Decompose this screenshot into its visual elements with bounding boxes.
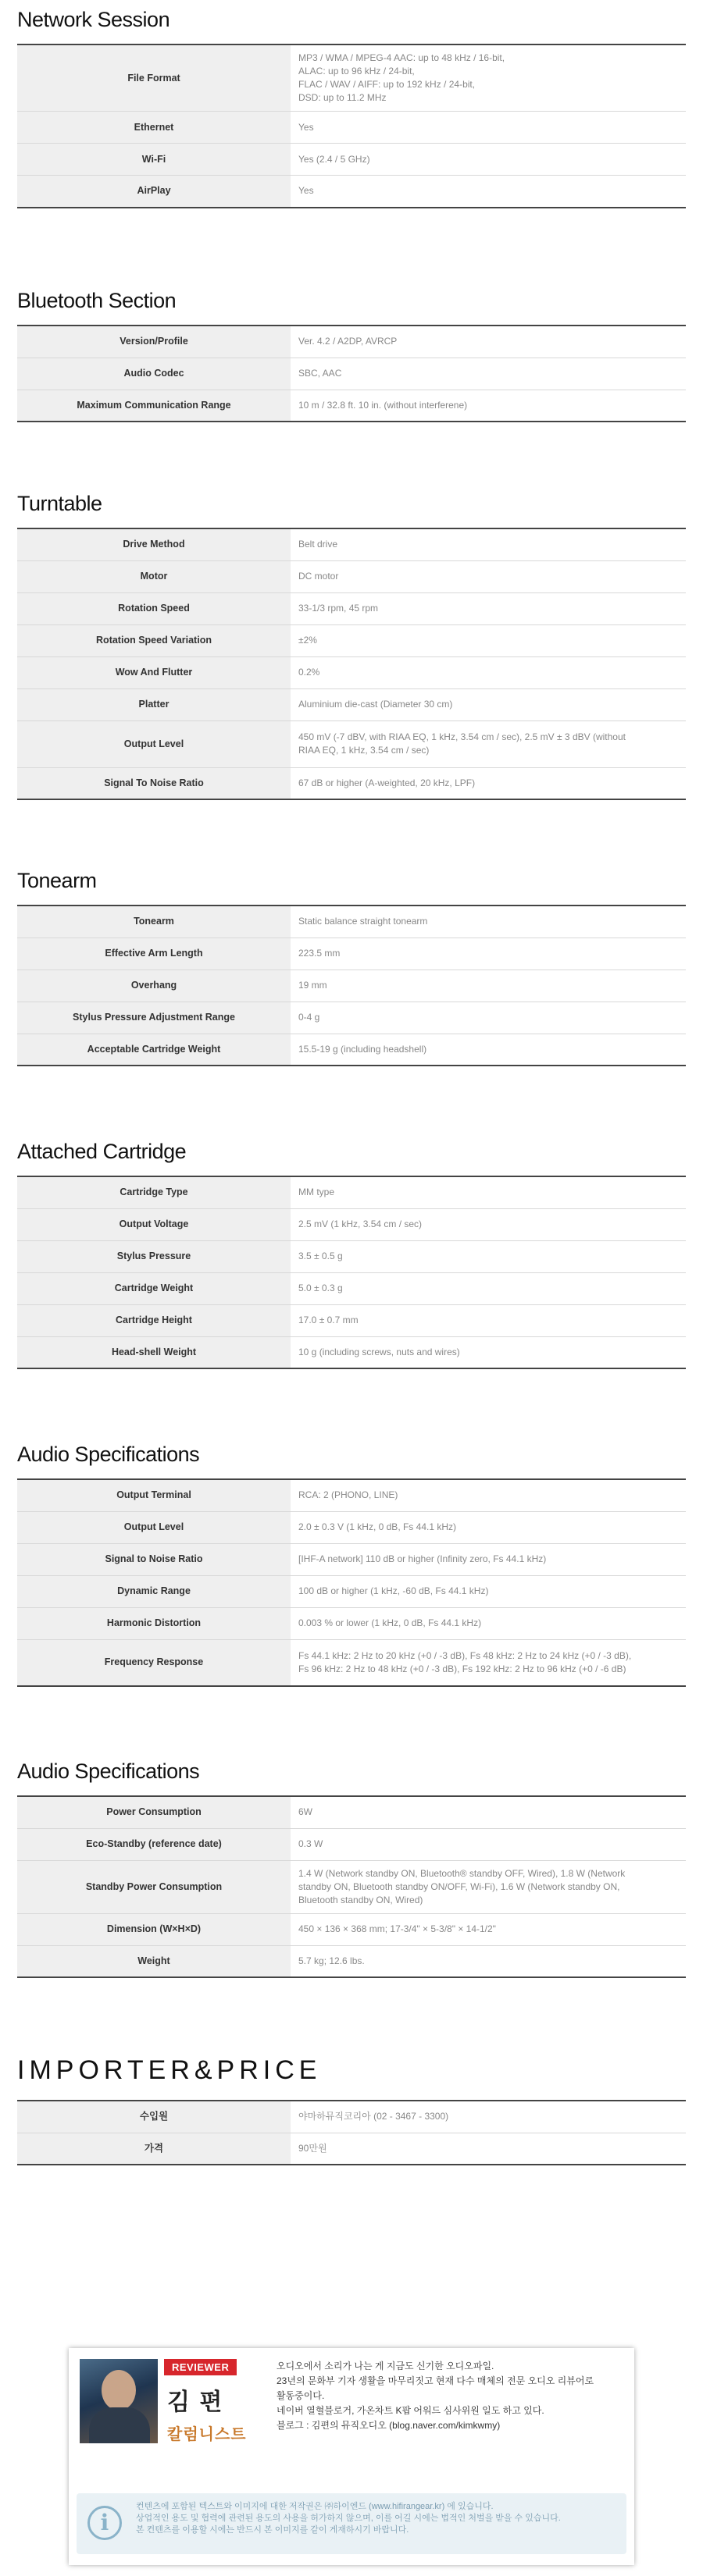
- spec-value-line: 100 dB or higher (1 kHz, -60 dB, Fs 44.1 kHz): [298, 1585, 489, 1596]
- spec-value-line: DSD: up to 11.2 MHz: [298, 92, 387, 103]
- notice-line: 상업적인 용도 및 협력에 관련된 용도의 사용을 허가하지 않으며, 이를 어길 시에는 법적인 처벌을 받을 수 있습니다.: [136, 2514, 561, 2523]
- reviewer-role: 칼럼니스트: [167, 2426, 247, 2443]
- section-title: IMPORTER&PRICE: [17, 2055, 322, 2085]
- spec-value-line: 17.0 ± 0.7 mm: [298, 1315, 359, 1325]
- spec-row: [17, 528, 686, 560]
- spec-value: [291, 1639, 686, 1686]
- spec-key: Signal to Noise Ratio: [17, 1543, 291, 1575]
- spec-key: Acceptable Cartridge Weight: [17, 1034, 291, 1066]
- spec-value-line: standby ON, Bluetooth standby ON/OFF, Wi-Fi), 1.6 W (Network standby ON,: [298, 1880, 620, 1892]
- spec-value-line: Fs 96 kHz: 2 Hz to 48 kHz (+0 / -3 dB), Fs 192 kHz: 2 Hz to 96 kHz (+0 / -6 dB): [298, 1663, 626, 1674]
- spec-section-turntable: [17, 492, 686, 800]
- section-title: Tonearm: [17, 869, 97, 892]
- spec-table: [17, 905, 686, 1066]
- spec-key: Output Terminal: [17, 1479, 291, 1511]
- spec-value: [291, 1479, 686, 1511]
- spec-value-line: 0.2%: [298, 667, 320, 678]
- spec-row: [17, 1945, 686, 1977]
- spec-value: [291, 112, 686, 144]
- spec-table: [17, 1478, 686, 1687]
- bio-line: 오디오에서 소리가 나는 게 지금도 신기한 오디오파일.: [277, 2361, 494, 2371]
- spec-section-importer: [17, 2055, 686, 2165]
- spec-section-tonearm: [17, 869, 686, 1066]
- spec-row: [17, 1034, 686, 1066]
- spec-row: [17, 1479, 686, 1511]
- spec-row: [17, 112, 686, 144]
- spec-value-line: 2.5 mV (1 kHz, 3.54 cm / sec): [298, 1219, 423, 1229]
- spec-value-line: 3.5 ± 0.5 g: [298, 1251, 343, 1261]
- info-icon: i: [87, 2506, 122, 2540]
- spec-key: Effective Arm Length: [17, 938, 291, 970]
- spec-value-line: 450 mV (-7 dBV, with RIAA EQ, 1 kHz, 3.54 cm / sec), 2.5 mV ± 3 dBV (without: [298, 731, 626, 742]
- spec-row: [17, 656, 686, 688]
- spec-value-line: 67 dB or higher (A-weighted, 20 kHz, LPF): [298, 777, 476, 788]
- spec-value-line: Aluminium die-cast (Diameter 30 cm): [298, 699, 453, 710]
- spec-key: Rotation Speed: [17, 592, 291, 624]
- spec-value-line: 15.5-19 g (including headshell): [298, 1043, 427, 1055]
- section-title: Attached Cartridge: [17, 1140, 187, 1163]
- spec-value-line: 90만원: [298, 2142, 327, 2154]
- spec-key: Eco-Standby (reference date): [17, 1828, 291, 1860]
- spec-value: [291, 2133, 686, 2165]
- spec-row: [17, 1860, 686, 1913]
- spec-table: [17, 1795, 686, 1978]
- spec-key: Cartridge Weight: [17, 1272, 291, 1304]
- spec-value: [291, 1945, 686, 1977]
- spec-key: AirPlay: [17, 176, 291, 208]
- spec-row: [17, 1272, 686, 1304]
- reviewer-name: 김 편: [167, 2389, 224, 2415]
- spec-row: [17, 592, 686, 624]
- spec-key: Cartridge Height: [17, 1304, 291, 1336]
- spec-row: [17, 1208, 686, 1240]
- spec-value-line: MP3 / WMA / MPEG-4 AAC: up to 48 kHz / 16-bit,: [298, 52, 505, 63]
- spec-row: [17, 560, 686, 592]
- spec-value-line: 450 × 136 × 368 mm; 17-3/4" × 5-3/8" × 14-1/2": [298, 1923, 496, 1934]
- spec-value: [291, 1860, 686, 1913]
- reviewer-bio: [277, 2359, 620, 2433]
- spec-key: Cartridge Type: [17, 1176, 291, 1208]
- spec-value-line: 야마하뮤직코리아 (02 - 3467 - 3300): [298, 2111, 449, 2122]
- spec-value-line: 6W: [298, 1806, 312, 1818]
- spec-value-line: 33-1/3 rpm, 45 rpm: [298, 603, 379, 614]
- spec-row: [17, 1336, 686, 1368]
- spec-value-line: ALAC: up to 96 kHz / 24-bit,: [298, 66, 415, 76]
- spec-key: Power Consumption: [17, 1796, 291, 1828]
- spec-value-line: 0.003 % or lower (1 kHz, 0 dB, Fs 44.1 kHz): [298, 1617, 482, 1628]
- spec-value-line: 10 g (including screws, nuts and wires): [298, 1346, 460, 1357]
- spec-key: Harmonic Distortion: [17, 1607, 291, 1639]
- spec-value: [291, 390, 686, 422]
- spec-value-line: Fs 44.1 kHz: 2 Hz to 20 kHz (+0 / -3 dB), Fs 48 kHz: 2 Hz to 24 kHz (+0 / -3 dB),: [298, 1649, 632, 1661]
- spec-value-line: FLAC / WAV / AIFF: up to 192 kHz / 24-bit,: [298, 79, 476, 90]
- spec-value-line: Static balance straight tonearm: [298, 916, 428, 927]
- spec-value: [291, 1304, 686, 1336]
- spec-row: [17, 1913, 686, 1945]
- spec-section-bluetooth: [17, 289, 686, 422]
- spec-row: [17, 906, 686, 938]
- spec-value: [291, 1002, 686, 1034]
- spec-value: [291, 688, 686, 720]
- spec-value: [291, 906, 686, 938]
- reviewer-photo: [80, 2359, 158, 2443]
- spec-row: [17, 358, 686, 390]
- bio-line: 23년의 문화부 기자 생활을 마무리짓고 현재 다수 매체의 전문 오디오 리뷰어로: [277, 2375, 594, 2386]
- spec-value: [291, 1796, 686, 1828]
- spec-value-line: 1.4 W (Network standby ON, Bluetooth® standby OFF, Wired), 1.8 W (Network: [298, 1867, 626, 1879]
- spec-row: [17, 2133, 686, 2165]
- spec-key: Platter: [17, 688, 291, 720]
- bio-line: 활동중이다.: [277, 2390, 325, 2401]
- spec-section-audio1: [17, 1443, 686, 1687]
- spec-row: [17, 1607, 686, 1639]
- spec-key: Motor: [17, 560, 291, 592]
- reviewer-blog-link[interactable]: 블로그 : 김편의 뮤직오디오 (blog.naver.com/kimkwmy): [277, 2420, 501, 2431]
- spec-table: [17, 2100, 686, 2165]
- spec-value-line: MM type: [298, 1187, 335, 1198]
- reviewer-badge: REVIEWER: [164, 2359, 237, 2375]
- spec-value-line: 223.5 mm: [298, 948, 341, 959]
- spec-value: [291, 656, 686, 688]
- spec-key: Signal To Noise Ratio: [17, 767, 291, 799]
- spec-value: [291, 1208, 686, 1240]
- section-title: Audio Specifications: [17, 1759, 200, 1783]
- spec-key: Output Level: [17, 1511, 291, 1543]
- spec-value-line: [IHF-A network] 110 dB or higher (Infinity zero, Fs 44.1 kHz): [298, 1553, 547, 1564]
- spec-value-line: 19 mm: [298, 980, 327, 991]
- spec-key: Overhang: [17, 970, 291, 1002]
- spec-key: Stylus Pressure Adjustment Range: [17, 1002, 291, 1034]
- spec-value-line: RIAA EQ, 1 kHz, 3.54 cm / sec): [298, 745, 430, 756]
- spec-row: [17, 1511, 686, 1543]
- spec-value: [291, 1607, 686, 1639]
- spec-row: [17, 144, 686, 176]
- notice-line: 컨텐츠에 포함된 텍스트와 이미지에 대한 저작권은 ㈜하이엔드 (www.hifirangear.kr) 에 있습니다.: [136, 2502, 494, 2511]
- spec-row: [17, 970, 686, 1002]
- spec-value: [291, 1034, 686, 1066]
- spec-value-line: 5.0 ± 0.3 g: [298, 1283, 343, 1293]
- spec-value: [291, 1575, 686, 1607]
- spec-row: [17, 1828, 686, 1860]
- spec-value-line: Bluetooth standby ON, Wired): [298, 1894, 423, 1905]
- spec-key: Rotation Speed Variation: [17, 624, 291, 656]
- spec-row: [17, 1796, 686, 1828]
- section-title: Bluetooth Section: [17, 289, 177, 312]
- spec-value: [291, 560, 686, 592]
- spec-key: Maximum Communication Range: [17, 390, 291, 422]
- spec-value: [291, 1913, 686, 1945]
- spec-key: Version/Profile: [17, 326, 291, 358]
- spec-key: Dynamic Range: [17, 1575, 291, 1607]
- spec-value: [291, 970, 686, 1002]
- reviewer-card: [69, 2348, 634, 2565]
- spec-row: [17, 1575, 686, 1607]
- spec-row: [17, 1304, 686, 1336]
- spec-section-cartridge: [17, 1140, 686, 1369]
- spec-row: [17, 1240, 686, 1272]
- bio-line: 네이버 열혈블로거, 가온차트 K팝 어워드 심사위원 일도 하고 있다.: [277, 2405, 544, 2416]
- spec-key: 수입원: [17, 2101, 291, 2133]
- spec-value-line: DC motor: [298, 571, 339, 582]
- spec-value: [291, 1828, 686, 1860]
- spec-value: [291, 767, 686, 799]
- spec-value: [291, 144, 686, 176]
- spec-key: Output Voltage: [17, 1208, 291, 1240]
- copyright-notice: [77, 2493, 626, 2554]
- spec-table: [17, 44, 686, 208]
- spec-row: [17, 326, 686, 358]
- spec-value: [291, 2101, 686, 2133]
- spec-row: [17, 1543, 686, 1575]
- spec-table: [17, 325, 686, 422]
- spec-key: Dimension (W×H×D): [17, 1913, 291, 1945]
- spec-section-network: [17, 8, 686, 208]
- spec-row: [17, 720, 686, 767]
- spec-key: Frequency Response: [17, 1639, 291, 1686]
- spec-value-line: 0-4 g: [298, 1012, 320, 1023]
- spec-key: Head-shell Weight: [17, 1336, 291, 1368]
- spec-row: [17, 390, 686, 422]
- spec-value: [291, 1272, 686, 1304]
- spec-key: File Format: [17, 44, 291, 112]
- spec-value: [291, 176, 686, 208]
- spec-value-line: Belt drive: [298, 539, 338, 550]
- notice-line: 본 컨텐츠를 이용할 시에는 반드시 본 이미지를 같이 게재하시기 바랍니다.: [136, 2525, 409, 2535]
- spec-value-line: SBC, AAC: [298, 368, 342, 379]
- spec-key: 가격: [17, 2133, 291, 2165]
- spec-value: [291, 624, 686, 656]
- spec-key: Audio Codec: [17, 358, 291, 390]
- section-title: Network Session: [17, 8, 170, 31]
- spec-value: [291, 1240, 686, 1272]
- spec-value: [291, 44, 686, 112]
- spec-row: [17, 767, 686, 799]
- spec-row: [17, 1002, 686, 1034]
- spec-row: [17, 1639, 686, 1686]
- spec-section-audio2: [17, 1759, 686, 1978]
- spec-value-line: RCA: 2 (PHONO, LINE): [298, 1489, 398, 1501]
- spec-key: Output Level: [17, 720, 291, 767]
- spec-value-line: 2.0 ± 0.3 V (1 kHz, 0 dB, Fs 44.1 kHz): [298, 1521, 456, 1532]
- spec-value: [291, 358, 686, 390]
- spec-row: [17, 1176, 686, 1208]
- spec-row: [17, 624, 686, 656]
- spec-key: Standby Power Consumption: [17, 1860, 291, 1913]
- spec-value: [291, 720, 686, 767]
- spec-value-line: ±2%: [298, 635, 317, 646]
- spec-key: Weight: [17, 1945, 291, 1977]
- spec-value: [291, 528, 686, 560]
- section-title: Audio Specifications: [17, 1443, 200, 1466]
- spec-value-line: 0.3 W: [298, 1838, 323, 1849]
- spec-key: Stylus Pressure: [17, 1240, 291, 1272]
- spec-table: [17, 528, 686, 800]
- spec-row: [17, 44, 686, 112]
- spec-value: [291, 1511, 686, 1543]
- spec-value: [291, 1336, 686, 1368]
- spec-table: [17, 1176, 686, 1369]
- spec-row: [17, 2101, 686, 2133]
- spec-key: Wow And Flutter: [17, 656, 291, 688]
- spec-value-line: Yes: [298, 185, 314, 197]
- spec-value: [291, 592, 686, 624]
- spec-key: Ethernet: [17, 112, 291, 144]
- spec-value-line: Yes (2.4 / 5 GHz): [298, 153, 370, 165]
- spec-key: Drive Method: [17, 528, 291, 560]
- spec-value-line: Ver. 4.2 / A2DP, AVRCP: [298, 336, 398, 347]
- spec-key: Tonearm: [17, 906, 291, 938]
- spec-key: Wi-Fi: [17, 144, 291, 176]
- spec-value: [291, 938, 686, 970]
- spec-value: [291, 1543, 686, 1575]
- spec-row: [17, 688, 686, 720]
- spec-value: [291, 326, 686, 358]
- spec-row: [17, 176, 686, 208]
- spec-row: [17, 938, 686, 970]
- spec-value-line: Yes: [298, 121, 314, 133]
- spec-value-line: 10 m / 32.8 ft. 10 in. (without interferene): [298, 399, 468, 411]
- spec-value: [291, 1176, 686, 1208]
- section-title: Turntable: [17, 492, 102, 515]
- spec-value-line: 5.7 kg; 12.6 lbs.: [298, 1955, 365, 1966]
